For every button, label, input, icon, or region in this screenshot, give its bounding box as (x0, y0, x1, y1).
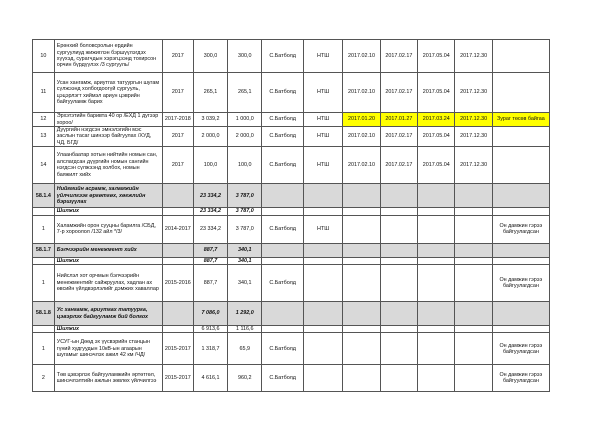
section-empty (455, 302, 492, 326)
row-number: 1 (33, 215, 55, 243)
row-org: НТШ (303, 113, 342, 127)
row-year-amount: 265,1 (228, 73, 262, 113)
row-date-4 (455, 365, 492, 392)
row-description: Халамжийн орон сууцны барилга /СБД, 7-р хороолол /132 айл */3/ (54, 215, 162, 243)
subtotal-empty (455, 326, 492, 333)
row-year: 2017 (162, 73, 193, 113)
row-total-amount: 100,0 (193, 147, 227, 184)
table-row (33, 265, 550, 302)
row-person: С.Батболд (262, 127, 304, 147)
subtotal-number (33, 257, 55, 264)
row-person: С.Батболд (262, 365, 304, 392)
row-year: 2014-2017 (162, 215, 193, 243)
section-empty (418, 243, 455, 257)
table-body (33, 40, 550, 392)
section-year-amount: 340,1 (228, 243, 262, 257)
subtotal-year-amount: 1 116,6 (228, 326, 262, 333)
table-row (33, 333, 550, 365)
row-date-2 (380, 365, 417, 392)
row-note (492, 127, 549, 147)
section-title: Бэлчээрийн менежмент хийх (54, 243, 162, 257)
row-year: 2017 (162, 40, 193, 73)
row-date-3: 2017.05.04 (418, 73, 455, 113)
row-date-3 (418, 265, 455, 302)
row-date-4: 2017.12.30 (455, 147, 492, 184)
row-org (303, 333, 342, 365)
row-date-1: 2017.02.10 (343, 147, 380, 184)
row-org: НТШ (303, 127, 342, 147)
row-date-1 (343, 265, 380, 302)
subtotal-empty (262, 326, 304, 333)
table-row (33, 365, 550, 392)
section-year (162, 243, 193, 257)
section-row (33, 243, 550, 257)
row-org: НТШ (303, 215, 342, 243)
section-title: Нийгмийн асрамж, халамжийн үйлчилгээг өргөтгөх, хөгжлийн бэршүүлах (54, 184, 162, 208)
subtotal-row (33, 208, 550, 215)
section-empty (380, 184, 417, 208)
subtotal-empty (455, 208, 492, 215)
row-year: 2017 (162, 127, 193, 147)
section-empty (380, 243, 417, 257)
row-date-2 (380, 215, 417, 243)
row-year-amount: 300,0 (228, 40, 262, 73)
row-year-amount: 65,9 (228, 333, 262, 365)
row-description: Эрхэтэтийн баривта 40 ор /ЕХД 1 дугээр хороо/ (54, 113, 162, 127)
subtotal-empty (492, 326, 549, 333)
row-date-4: 2017.12.30 (455, 40, 492, 73)
subtotal-row (33, 326, 550, 333)
section-row (33, 302, 550, 326)
row-year-amount: 3 787,0 (228, 215, 262, 243)
row-date-4: 2017.12.30 (455, 113, 492, 127)
section-empty (455, 243, 492, 257)
subtotal-year-amount: 3 787,0 (228, 208, 262, 215)
subtotal-label: Шилжих (54, 208, 162, 215)
table-row (33, 113, 550, 127)
row-date-2: 2017.02.17 (380, 40, 417, 73)
row-date-3 (418, 365, 455, 392)
row-date-1: 2017.02.10 (343, 127, 380, 147)
row-year: 2015-2017 (162, 333, 193, 365)
row-date-1 (343, 333, 380, 365)
row-description: Ерөнхий боловсролын ердийн сургуулиуд жижиглэн бэршүүлэгдэх хүүхэд, сурагчдын хэрэгцээнд тохирсон орчин бүрдүүлэх /3 сургууль/ (54, 40, 162, 73)
row-date-2: 2017.01.27 (380, 113, 417, 127)
row-total-amount: 887,7 (193, 265, 227, 302)
row-note: Он дамжин гэрээ байгуулагдсан (492, 215, 549, 243)
section-year (162, 184, 193, 208)
section-empty (303, 184, 342, 208)
section-empty (418, 302, 455, 326)
row-number: 1 (33, 333, 55, 365)
row-description: УСУГ-ын Дөөд эх үүсвэрийн станцын гүний худгуудын 10кВ-ын агаарын шугамыг шинэчлэх ажил 42 км /ЧД/ (54, 333, 162, 365)
table-row (33, 147, 550, 184)
section-empty (343, 243, 380, 257)
row-person: С.Батболд (262, 333, 304, 365)
row-date-3 (418, 215, 455, 243)
row-total-amount: 3 039,2 (193, 113, 227, 127)
subtotal-empty (418, 326, 455, 333)
row-number: 13 (33, 127, 55, 147)
subtotal-empty (303, 208, 342, 215)
row-number: 2 (33, 365, 55, 392)
row-description: Усан хангамж, ариутгах татуургын шугам сүлжээнд холбогдоогүй сургууль, цэцэрлэгт хиймэл ариун цэврийн байгууламж барих (54, 73, 162, 113)
row-person: С.Батболд (262, 147, 304, 184)
row-note (492, 73, 549, 113)
row-number: 12 (33, 113, 55, 127)
section-code: 58.1.8 (33, 302, 55, 326)
section-empty (262, 302, 304, 326)
subtotal-empty (343, 208, 380, 215)
plan-table (32, 39, 550, 392)
row-description: Дүүргийн нэгдсэн эмнэлэгийн мэс заслын тасаг шинээр байгуулах /ХУД, ЧД, БГД/ (54, 127, 162, 147)
row-description: Төв цэвэрлэх байгууламжийн әртөтгөл, шинэчлэлтийн ажлын зөвлөх үйлчилгээ (54, 365, 162, 392)
subtotal-empty (262, 208, 304, 215)
section-year-amount: 1 292,0 (228, 302, 262, 326)
row-date-3 (418, 333, 455, 365)
row-person: С.Батболд (262, 113, 304, 127)
row-note: Он дамжин гэрээ байгуулагдсан (492, 333, 549, 365)
row-year: 2015-2016 (162, 265, 193, 302)
section-code: 58.1.4 (33, 184, 55, 208)
row-note: Он дамжин гэрээ байгуулагдсан (492, 265, 549, 302)
subtotal-empty (380, 326, 417, 333)
subtotal-empty (380, 257, 417, 264)
row-person: С.Батболд (262, 40, 304, 73)
section-empty (492, 184, 549, 208)
row-year-amount: 1 000,0 (228, 113, 262, 127)
row-date-2 (380, 333, 417, 365)
row-year: 2017-2018 (162, 113, 193, 127)
row-total-amount: 2 000,0 (193, 127, 227, 147)
row-date-4: 2017.12.30 (455, 127, 492, 147)
subtotal-label: Шилжих (54, 326, 162, 333)
row-year-amount: 100,0 (228, 147, 262, 184)
subtotal-total-amount: 887,7 (193, 257, 227, 264)
row-note (492, 147, 549, 184)
row-org (303, 265, 342, 302)
subtotal-empty (418, 257, 455, 264)
row-org (303, 365, 342, 392)
subtotal-empty (380, 208, 417, 215)
subtotal-empty (492, 208, 549, 215)
row-date-4: 2017.12.30 (455, 73, 492, 113)
row-date-2: 2017.02.17 (380, 147, 417, 184)
section-empty (455, 184, 492, 208)
row-date-2: 2017.02.17 (380, 73, 417, 113)
row-total-amount: 265,1 (193, 73, 227, 113)
subtotal-empty (303, 326, 342, 333)
row-note (492, 40, 549, 73)
section-empty (492, 302, 549, 326)
row-person: С.Батболд (262, 265, 304, 302)
table-row (33, 127, 550, 147)
row-total-amount: 4 616,1 (193, 365, 227, 392)
section-year (162, 302, 193, 326)
section-empty (303, 302, 342, 326)
row-year: 2015-2017 (162, 365, 193, 392)
row-description: Нийслэл хот орчмын бэлчээрийн менежментийг сайжруулах, хадлан ах өвсийн үйлдвэрлэлийг дэмжих хаваллар (54, 265, 162, 302)
row-date-1: 2017.02.10 (343, 73, 380, 113)
section-year-amount: 3 787,0 (228, 184, 262, 208)
row-date-3: 2017.05.04 (418, 127, 455, 147)
row-person: С.Батболд (262, 73, 304, 113)
subtotal-empty (418, 208, 455, 215)
section-total-amount: 23 334,2 (193, 184, 227, 208)
section-total-amount: 887,7 (193, 243, 227, 257)
row-date-4 (455, 215, 492, 243)
row-date-4 (455, 333, 492, 365)
section-title: Ус хангамж, ариутгах татуурга, цэвэрлэх байгууламж бий болгох (54, 302, 162, 326)
table-row (33, 215, 550, 243)
table-row (33, 73, 550, 113)
row-number: 14 (33, 147, 55, 184)
row-org: НТШ (303, 73, 342, 113)
section-empty (262, 184, 304, 208)
row-year-amount: 340,1 (228, 265, 262, 302)
section-row (33, 184, 550, 208)
row-date-1: 2017.01.20 (343, 113, 380, 127)
row-note: Зураг төсөв байгаа (492, 113, 549, 127)
subtotal-total-amount: 6 913,6 (193, 326, 227, 333)
section-total-amount: 7 086,0 (193, 302, 227, 326)
section-empty (492, 243, 549, 257)
subtotal-empty (455, 257, 492, 264)
subtotal-empty (343, 326, 380, 333)
row-number: 11 (33, 73, 55, 113)
row-year-amount: 960,2 (228, 365, 262, 392)
table-row (33, 40, 550, 73)
subtotal-total-amount: 23 334,2 (193, 208, 227, 215)
subtotal-year (162, 326, 193, 333)
section-empty (262, 243, 304, 257)
row-total-amount: 300,0 (193, 40, 227, 73)
subtotal-empty (262, 257, 304, 264)
row-note: Он дамжин гэрээ байгуулагдсан (492, 365, 549, 392)
subtotal-empty (303, 257, 342, 264)
row-org: НТШ (303, 40, 342, 73)
row-year-amount: 2 000,0 (228, 127, 262, 147)
row-description: Улаанбаатар хотын нийтийн номын сан, алслагдсан дүүргийн номын сангийн нэгдсэн сүлжээнд холбох, номын баяжилт хийх (54, 147, 162, 184)
row-date-2 (380, 265, 417, 302)
subtotal-label: Шилжих (54, 257, 162, 264)
section-empty (303, 243, 342, 257)
section-code: 58.1.7 (33, 243, 55, 257)
row-date-3: 2017.03.24 (418, 113, 455, 127)
row-date-1 (343, 215, 380, 243)
section-empty (343, 302, 380, 326)
row-date-2: 2017.02.17 (380, 127, 417, 147)
subtotal-year (162, 208, 193, 215)
row-year: 2017 (162, 147, 193, 184)
row-date-3: 2017.05.04 (418, 147, 455, 184)
subtotal-number (33, 326, 55, 333)
subtotal-row (33, 257, 550, 264)
row-total-amount: 1 318,7 (193, 333, 227, 365)
row-person: С.Батболд (262, 215, 304, 243)
row-total-amount: 23 334,2 (193, 215, 227, 243)
row-number: 1 (33, 265, 55, 302)
row-date-3: 2017.05.04 (418, 40, 455, 73)
section-empty (380, 302, 417, 326)
subtotal-year (162, 257, 193, 264)
section-empty (418, 184, 455, 208)
row-date-4 (455, 265, 492, 302)
row-date-1 (343, 365, 380, 392)
subtotal-year-amount: 340,1 (228, 257, 262, 264)
row-number: 10 (33, 40, 55, 73)
subtotal-empty (492, 257, 549, 264)
row-date-1: 2017.02.10 (343, 40, 380, 73)
subtotal-number (33, 208, 55, 215)
subtotal-empty (343, 257, 380, 264)
section-empty (343, 184, 380, 208)
row-org: НТШ (303, 147, 342, 184)
